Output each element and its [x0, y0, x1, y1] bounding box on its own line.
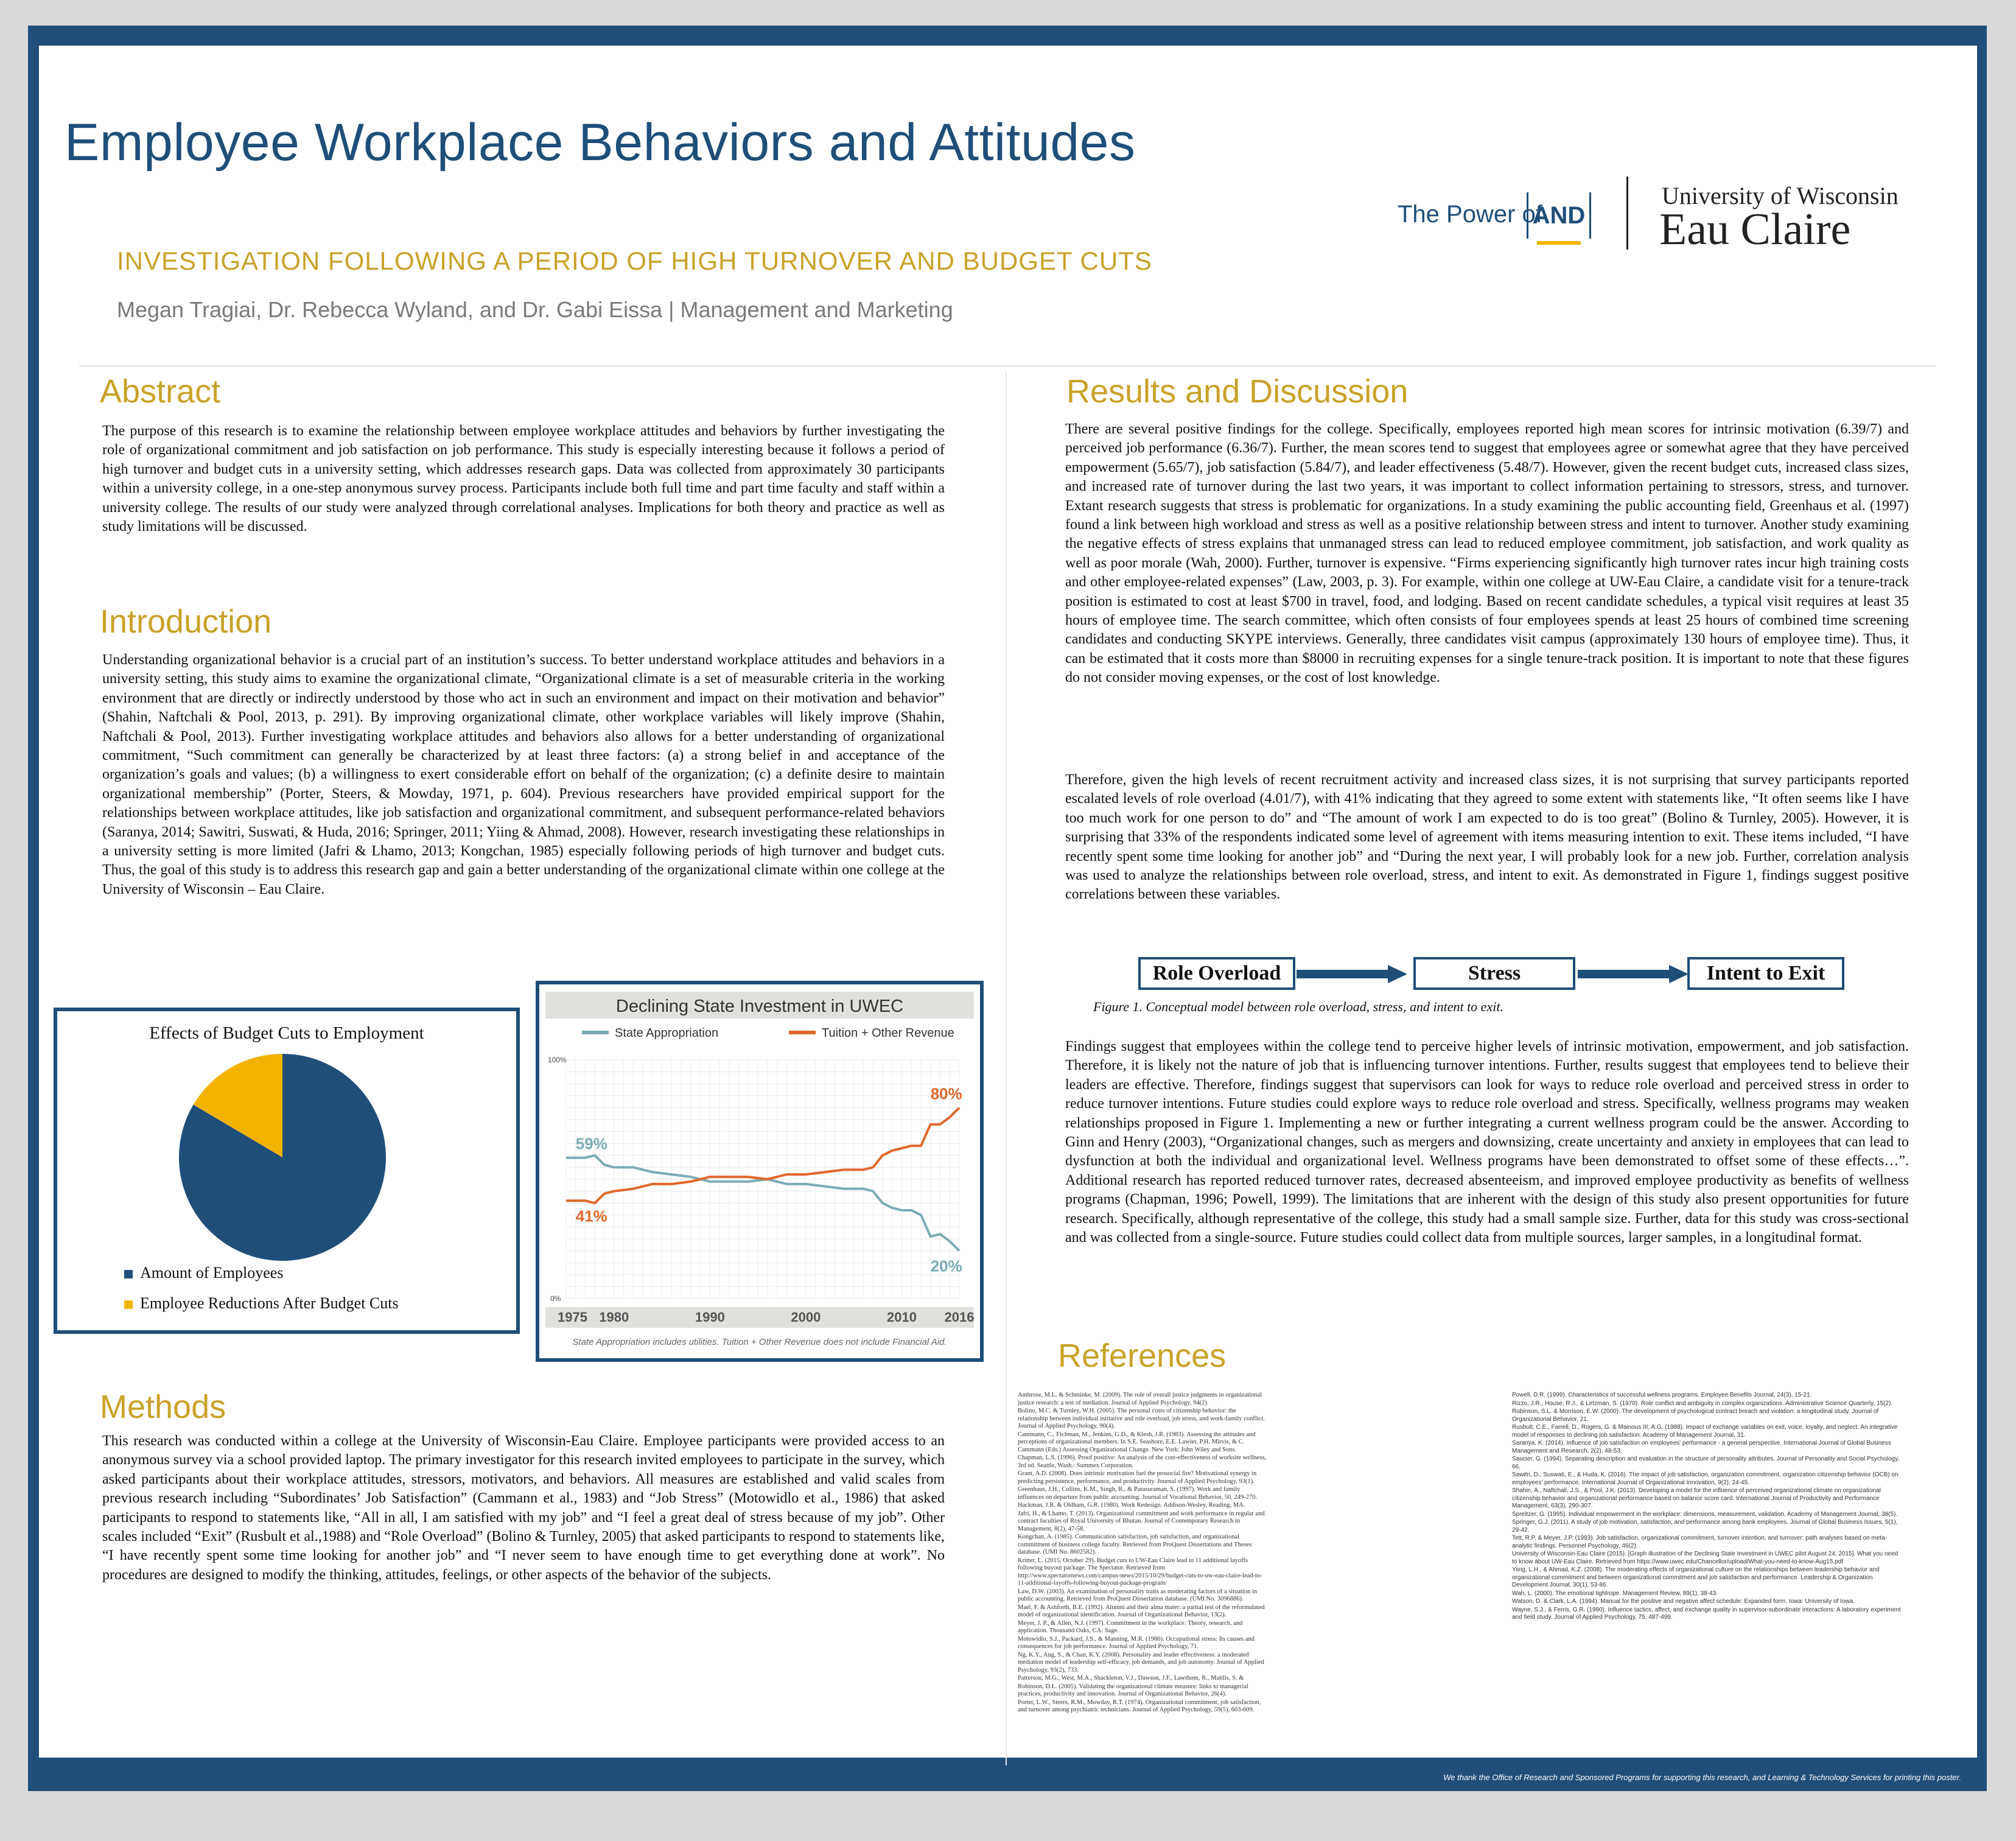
reference-entry: Kritter, L. (2015, October 29). Budget cuts to UW-Eau Claire lead to 11 additional layoffs following buyout package. The Spectator. Retrieved from http://www.spectatornews.com/campus-news/2015/10/29/budget-cuts-to-uw-eau-claire-lead-to-11-additional-layoffs-following-buyout-package-program/: [1018, 1557, 1262, 1587]
methods-text: This research was conducted within a college at the University of Wisconsin-Eau Claire. Employee participants were provided access to an anonymous survey via a school provided laptop. The primary investigator for this research invited employees to participate in the survey, which asked participants about their workplace attitudes, stressors, motivators, and behaviors. All measures are established and valid scales from previous research including “Subordinates’ Job Satisfaction” (Cammann et al., 1983) and “Job Stress” (Motowidlo et al., 1986) that asked participants to respond to statements like, “All in all, I am satisfied with my job” and “I feel a great deal of stress because of my job”. Other scales included “Exit” (Rusbult et al.,1988) and “Role Overload” (Bolino & Turnley, 2005) that asked participants to respond to statements like, “I have recently spent some time looking for another job” and “I never seem to have enough time to get everything done at work”. No procedures are designed to modify the thinking, attitudes, feelings, or other aspects of the behavior of the subjects.: [102, 1433, 945, 1583]
reference-entry: Rusbult, C.E., Farrell, D., Rogers, G. & Mainous III, A.G. (1988). Impact of exchange variables on exit, voice, loyalty, and neglect: An integrative model of responses to declining job satisfaction. Academy of Management Journal, 31.: [1512, 1424, 1898, 1439]
figure1-role-overload: Role Overload: [1138, 957, 1295, 990]
references-right-column: [1512, 1392, 1902, 1622]
reference-entry: Jafri, H., & Lhamo, T. (2013). Organizational commitment and work performance in regular and contract faculties of Royal University of Bhutan. Journal of Contemporary Research in Management, 8(2), 47-58.: [1018, 1510, 1265, 1532]
references-left-column: [1018, 1392, 1267, 1715]
university-name-line1: University of Wisconsin: [1662, 182, 1899, 209]
reference-entry: Robinson, S.L. & Morrison, E.W. (2000). The development of psychological contract breach and violation: a longitudinal study. Journal of Organizational Behavior, 21.: [1512, 1408, 1879, 1423]
logo-divider: [1626, 177, 1628, 250]
figure1-stress: Stress: [1413, 957, 1575, 990]
reference-entry: Shahin, A., Naftchali, J.S., & Pool, J.K. (2013). Developing a model for the influence of perceived organizational climate on organizational citizenship behavior and organizational performance based on balance score card. International Journal of Productivity and Performance Management, 63(3), 290-307.: [1512, 1487, 1881, 1509]
references-heading: References: [1058, 1338, 1227, 1374]
methods-heading: Methods: [100, 1389, 226, 1425]
x-tick-label: 2000: [791, 1310, 821, 1325]
reference-entry: Wayne, S.J., & Ferris, G.R. (1990). Influence tactics, affect, and exchange quality in supervisor-subordinate interactions: A laboratory experiment and field study. Journal of Applied Psychology, 75, 487-499.: [1512, 1606, 1901, 1621]
university-name-line2: Eau Claire: [1659, 205, 1851, 254]
reference-entry: Law, D.W. (2003). An examination of personality traits as moderating factors of a situation in public accounting. Retrieved from ProQuest Dissertation database. (UMI No. 3096886).: [1018, 1588, 1258, 1602]
pie-legend-employees: [124, 1264, 283, 1282]
reference-entry: Watson, D. & Clark, L.A. (1994). Manual for the positive and negative affect schedule: Expanded form. Iowa: University of Iowa.: [1512, 1598, 1855, 1605]
reference-entry: Chapman, L.S. (1996). Proof positive: An analysis of the cost-effectiveness of worksite wellness, 3rd ed. Seattle, Wash.: Summex Corporation.: [1018, 1454, 1267, 1469]
figure1-caption: Figure 1. Conceptual model between role overload, stress, and intent to exit.: [1093, 999, 1503, 1014]
reference-entry: Hackman, J.R. & Oldham, G.R. (1980). Work Redesign. Addison-Wesley, Reading, MA.: [1018, 1502, 1245, 1509]
poster-title: Employee Workplace Behaviors and Attitudes: [65, 113, 1136, 172]
reference-entry: Saucier, G. (1994). Separating description and evaluation in the structure of personality attributes. Journal of Personality and Social Psychology, 66.: [1512, 1456, 1900, 1470]
pie-chart: [57, 1011, 516, 1330]
pie-chart-box: [54, 1008, 520, 1334]
results-paragraph-2: Therefore, given the high levels of recent recruitment activity and increased class sizes, it is not surprising that survey participants reported escalated levels of role overload (4.01/7), with 41% indicating that they agreed to some extent with statements like, “It often seems like I have too much work for one person to do” and “The amount of work I am expected to do is too great” (Bolino & Turnley, 2005). However, it is surprising that 33% of the respondents indicated some level of agreement with items measuring intention to exit. These items included, “I have recently spent some time looking for another job” and “During the next year, I will probably look for a new job. Further, correlation analysis was used to analyze the relationships between role overload, stress, and intent to exit. As demonstrated in Figure 1, findings suggest positive correlations between these variables.: [1065, 772, 1909, 903]
reference-entry: Robinson, D.L. (2005). Validating the organizational climate measure: links to managerial practices, productivity and innovation. Journal of Organizational Behavior, 26(4).: [1018, 1683, 1248, 1697]
reference-entry: Yiing, L.H., & Ahmad, K.Z. (2008). The moderating effects of organizational culture on the relationships between leadership behavior and organizational commitment and between organizational commitment and job satisfaction and performance. Leadership & Organization Development Journal, 30(1), 53-86.: [1512, 1566, 1880, 1588]
annotation-tuition-end: 80%: [930, 1084, 962, 1103]
figure1-intent-to-exit: Intent to Exit: [1687, 957, 1844, 990]
reference-entry: Porter, L.W., Steers, R.M., Mowday, R.T. (1974). Organizational commitment, job satisfaction, and turnover among psychiatric technicians. Journal of Applied Psychology, 59(5), 603-609.: [1018, 1699, 1261, 1713]
annotation-state-start: 59%: [575, 1134, 607, 1153]
line-chart-title: Declining State Investment in UWEC: [615, 997, 904, 1016]
legend-state-label: State Appropriation: [615, 1026, 719, 1040]
reference-entry: Bolino, M.C. & Turnley, W.H. (2005). The personal costs of citizenship behavior: the relationship between individual initiative and role overload, job stress, and work-family conflict. Journal of Applied Psychology, 90(4).: [1018, 1408, 1265, 1429]
y-tick-label: 0%: [550, 1294, 561, 1303]
logo-and-mark: AND: [1527, 192, 1591, 239]
reference-entry: Motowidlo, S.J., Packard, J.S., & Manning, M.R. (1986). Occupational stress: Its causes and consequences for job performance. Journal of Applied Psychology, 71.: [1018, 1635, 1255, 1650]
reference-entry: Mael, F. & Ashforth, B.E. (1992). Alumni and their alma mater: a partial test of the reformulated model of organizational identification. Journal of Organizational Behavior, 13(2).: [1018, 1604, 1265, 1618]
column-divider: [1006, 371, 1007, 1766]
logo-power-text: The Power of: [1398, 201, 1542, 228]
abstract-text: The purpose of this research is to examine the relationship between employee workplace attitudes and behaviors by further investigating the role of organizational commitment and job satisfaction on job performance. This study is especially interesting because it follows a period of high turnover and budget cuts in a university setting, which addresses research gaps. Data was collected from approximately 30 participants within a university college, in a one-step anonymous survey process. Participants include both full time and part time faculty and staff within a university college. The results of our study were analyzed through correlational analyses. Implications for both theory and practice as well as study limitations will be discussed.: [102, 423, 945, 535]
header-divider: [79, 365, 1936, 366]
pie-legend-reductions: [124, 1294, 399, 1313]
introduction-text: Understanding organizational behavior is a crucial part of an institution’s success. To better understand workplace attitudes and behaviors in a university setting, this study aims to examine the organizational climate, “Organizational climate is a set of measurable criteria in the working environment that are directly or indirectly understood by those who act in such an environment and impact on their motivation and behavior” (Shahin, Naftchali & Pool, 2013, p. 291). By improving organizational climate, other workplace variables will likely improve (Shahin, Naftchali & Pool, 2013). Further investigating workplace attitudes and behaviors also allows for a better understanding of organizational commitment, “Such commitment can generally be characterized by at least three factors: (a) a strong belief in and acceptance of the organization’s goals and values; (b) a willingness to exert considerable effort on behalf of the organization; (c) a definite desire to maintain organizational membership” (Porter, Steers, & Mowday, 1971, p. 604). Previous researchers have provided empirical support for the relationships between workplace attitudes, like job satisfaction and organizational commitment, and subsequent performance-related behaviors (Saranya, 2014; Sawitri, Suswati, & Huda, 2016; Springer, 2011; Yiing & Ahmad, 2008). However, research investigating these relationships in a university setting is more limited (Jafri & Lhamo, 2013; Kongchan, 1985) especially following periods of high turnover and budget cuts. Thus, the goal of this study is to address this research gap and gain a better understanding of the organizational climate within one college at the University of Wisconsin – Eau Claire.: [102, 652, 945, 897]
reference-entry: Grant, A.D. (2008). Does intrinsic motivation fuel the prosocial fire? Motivational synergy in predicting persistence, performance, and productivity. Journal of Applied Psychology, 93(1).: [1018, 1470, 1257, 1485]
pie-legend-label: Employee Reductions After Budget Cuts: [140, 1294, 399, 1312]
reference-entry: Powell, D.R. (1999). Characteristics of successful wellness programs. Employee Benefits Journal, 24(3), 15-21.: [1512, 1392, 1812, 1398]
legend-tuition-swatch: [789, 1031, 816, 1034]
legend-tuition-label: Tuition + Other Revenue: [822, 1026, 954, 1040]
reference-entry: Patterson, M.G., West, M.A., Shackleton, V.J., Dawson, J.F., Lawthom, R., Maitlis, S. &: [1018, 1675, 1244, 1681]
results-paragraph-3: Findings suggest that employees within the college tend to perceive higher levels of intrinsic motivation, empowerment, and job satisfaction. Therefore, it is likely not the nature of job that is influencing turnover intentions. Further, results suggest that employees tend to believe their leaders are effective. Therefore, findings suggest that supervisors can look for ways to reduce role overload and perceived stress in order to reduce turnover intentions. Future studies could explore ways to reduce role overload and stress. Specifically, wellness programs may weaken relationships proposed in Figure 1. Implementing a new or further integrating a current wellness program could be the answer. According to Ginn and Henry (2003), “Organizational changes, such as mergers and downsizing, create uncertainty and anxiety in employees that can lead to dysfunction at both the individual and organizational level. Wellness programs have been demonstrated to offset some of these effects…”. Additional research has reported reduced turnover rates, decreased absenteeism, and improved employee productivity as benefits of wellness programs (Chapman, 1996; Powell, 1999). The limitations that are inherent with the design of this study also present opportunities for future research. Specifically, although representative of the college, this study had a small sample size. Further, data for this study was cross-sectional and was collected from a single-source. Future studies could collect data from multiple sources, larger samples, in a longitudinal format.: [1065, 1039, 1909, 1246]
line-chart-box: [536, 981, 984, 1362]
reference-entry: Cammann, C., Fichman, M., Jenkins, G.D., & Klesh, J.R. (1983). Assessing the attitudes and perceptions of organizational members. In S.E. Seashore, E.E. Lawler, P.H. Mirvis, & C. Cammann (Eds.) Assessing Organizational Change. New York: John Wiley and Sons.: [1018, 1431, 1256, 1453]
reference-entry: Spreitzer, G. (1995). Individual empowerment in the workplace: dimensions, measurement, validation. Academy of Management Journal, 38(5).: [1512, 1510, 1898, 1518]
reference-entry: Wah, L. (2000). The emotional tightrope. Management Review, 89(1), 38-43.: [1512, 1590, 1718, 1597]
pie-legend-label: Amount of Employees: [140, 1264, 284, 1282]
reference-entry: Meyer, J. P., & Allen, N.J. (1997). Commitment in the workplace: Theory, research, and application. Thousand Oaks, CA: Sage.: [1018, 1619, 1243, 1634]
line-chart: [539, 984, 980, 1358]
reference-entry: Greenhaus, J.H., Collins, K.M., Singh, R., & Parasuraman, S. (1997). Work and family influences on departure from public accounting. Journal of Vocational Behavior, 50, 249-270.: [1018, 1486, 1258, 1501]
x-tick-label: 1980: [599, 1310, 629, 1325]
x-tick-label: 1975: [558, 1310, 587, 1325]
abstract-heading: Abstract: [100, 373, 221, 410]
figure1-arrow-1: [1297, 965, 1410, 983]
pie-chart-title: Effects of Budget Cuts to Employment: [149, 1023, 424, 1043]
reference-entry: Ambrose, M.L. & Schminke, M. (2009). The role of overall justice judgments in organizational justice research: a test of mediation. Journal of Applied Psychology, 94(2).: [1018, 1392, 1262, 1406]
reference-entry: University of Wisconsin-Eau Claire (2015). [Graph illustration of the Declining State Investment in UWEC pilot August 24, 2015]. What you need to know about UW-Eau Claire. Retrieved from https://www.uwec.edu/Chancellor/upload/What-you-need-to-know-Aug15.pdf: [1512, 1551, 1899, 1565]
reference-entry: Ng, K.Y., Ang, S., & Chan, K.Y. (2008). Personality and leader effectiveness: a moderated mediation model of leadership self-efficacy, job demands, and job autonomy. Journal of Applied Psychology, 93(2), 733.: [1018, 1651, 1264, 1674]
x-tick-label: 2016: [944, 1310, 975, 1325]
line-chart-footnote: State Appropriation includes utilities. Tuition + Other Revenue does not include Financial Aid.: [572, 1337, 947, 1347]
reference-entry: Springer, G.J. (2011). A study of job motivation, satisfaction, and performance among bank employees. Journal of Global Business Issues, 5(1), 29-42.: [1512, 1519, 1898, 1534]
reference-entry: Saranya, K. (2014). Influence of job satisfaction on employees' performance - a general perspective. International Journal of Global Business Management and Research, 2(2), 48-53.: [1512, 1440, 1891, 1454]
authors-line: Megan Tragiai, Dr. Rebecca Wyland, and Dr. Gabi Eissa | Management and Marketing: [117, 297, 953, 322]
annotation-state-end: 20%: [930, 1257, 962, 1275]
figure1-arrow-2: [1578, 965, 1691, 983]
reference-entry: Rizzo, J.R., House, R.J., & Lirtzman, S. (1970). Role conflict and ambiguity in complex organizations. Administrative Science Quarterly, 15(2).: [1512, 1400, 1893, 1407]
poster-subtitle: INVESTIGATION FOLLOWING A PERIOD OF HIGH TURNOVER AND BUDGET CUTS: [117, 247, 1152, 275]
results-heading: Results and Discussion: [1066, 373, 1409, 410]
x-tick-label: 2010: [886, 1310, 917, 1325]
legend-state-swatch: [582, 1031, 609, 1034]
y-tick-label: 100%: [548, 1056, 567, 1064]
results-paragraph-1: There are several positive findings for the college. Specifically, employees reported high mean scores for intrinsic motivation (6.39/7) and perceived job performance (6.36/7). Further, the mean scores tend to suggest that employees agree or somewhat agree that they have perceived empowerment (5.65/7), job satisfaction (5.84/7), and leader effectiveness (5.48/7). However, given the recent budget cuts, increased class sizes, and increased rate of turnover during the last two years, it was important to collect information pertaining to stressors, stress, and turnover. Extant research suggests that stress is problematic for organizations. In a study examining the public accounting field, Greenhaus et al. (1997) found a link between high workload and stress as well as a positive relationship between stress and intent to turnover. Another study examining the negative effects of stress explains that unmanaged stress can lead to reduced employee commitment, job satisfaction, and work quality as well as poor morale (Wah, 2000). Further, turnover is expensive. “Firms experiencing significantly high turnover rates incur high training costs and other employee-related expenses” (Law, 2003, p. 3). For example, within one college at UW-Eau Claire, a candidate visit for a tenure-track position is estimated to cost at least $700 in travel, food, and lodging. Based on recent candidate schedules, a typical visit requires at least 35 hours of employee time. The search committee, which often consists of four employees spends at least 25 hours of combined time screening candidates and conducting SKYPE interviews. Generally, three candidates visit campus (approximately 130 hours of employee time). Thus, it can be estimated that it costs more than $8000 in recruiting expenses for a single tenure-track position. It is important to note that these figures do not consider moving expenses, or the cost of lost knowledge.: [1065, 421, 1909, 686]
acknowledgement-footer: We thank the Office of Research and Sponsored Programs for supporting this research, and Learning & Technology Services for printing this poster.: [1443, 1773, 1961, 1782]
annotation-tuition-start: 41%: [575, 1207, 607, 1226]
reference-entry: Kongchan, A. (1985). Communication satisfaction, job satisfaction, and organizational commitment of business college faculty. Retrieved from ProQuest Dissertations and Theses database. (UMI No. 8602582).: [1018, 1534, 1252, 1555]
introduction-heading: Introduction: [100, 603, 272, 640]
reference-entry: Tett, R.P. & Meyer, J.P. (1993). Job satisfaction, organizational commitment, turnover intention, and turnover: path analyses based on meta-analytic findings. Personnel Psychology, 46(2).: [1512, 1535, 1888, 1549]
x-tick-label: 1990: [695, 1310, 725, 1325]
reference-entry: Sawitri, D., Suswati, E., & Huda, K. (2016). The impact of job satisfaction, organization commitment, organization citizenship behavior (OCB) on employees' performance. International Journal of Organizational Innovation, 9(2), 24-45.: [1512, 1471, 1899, 1486]
